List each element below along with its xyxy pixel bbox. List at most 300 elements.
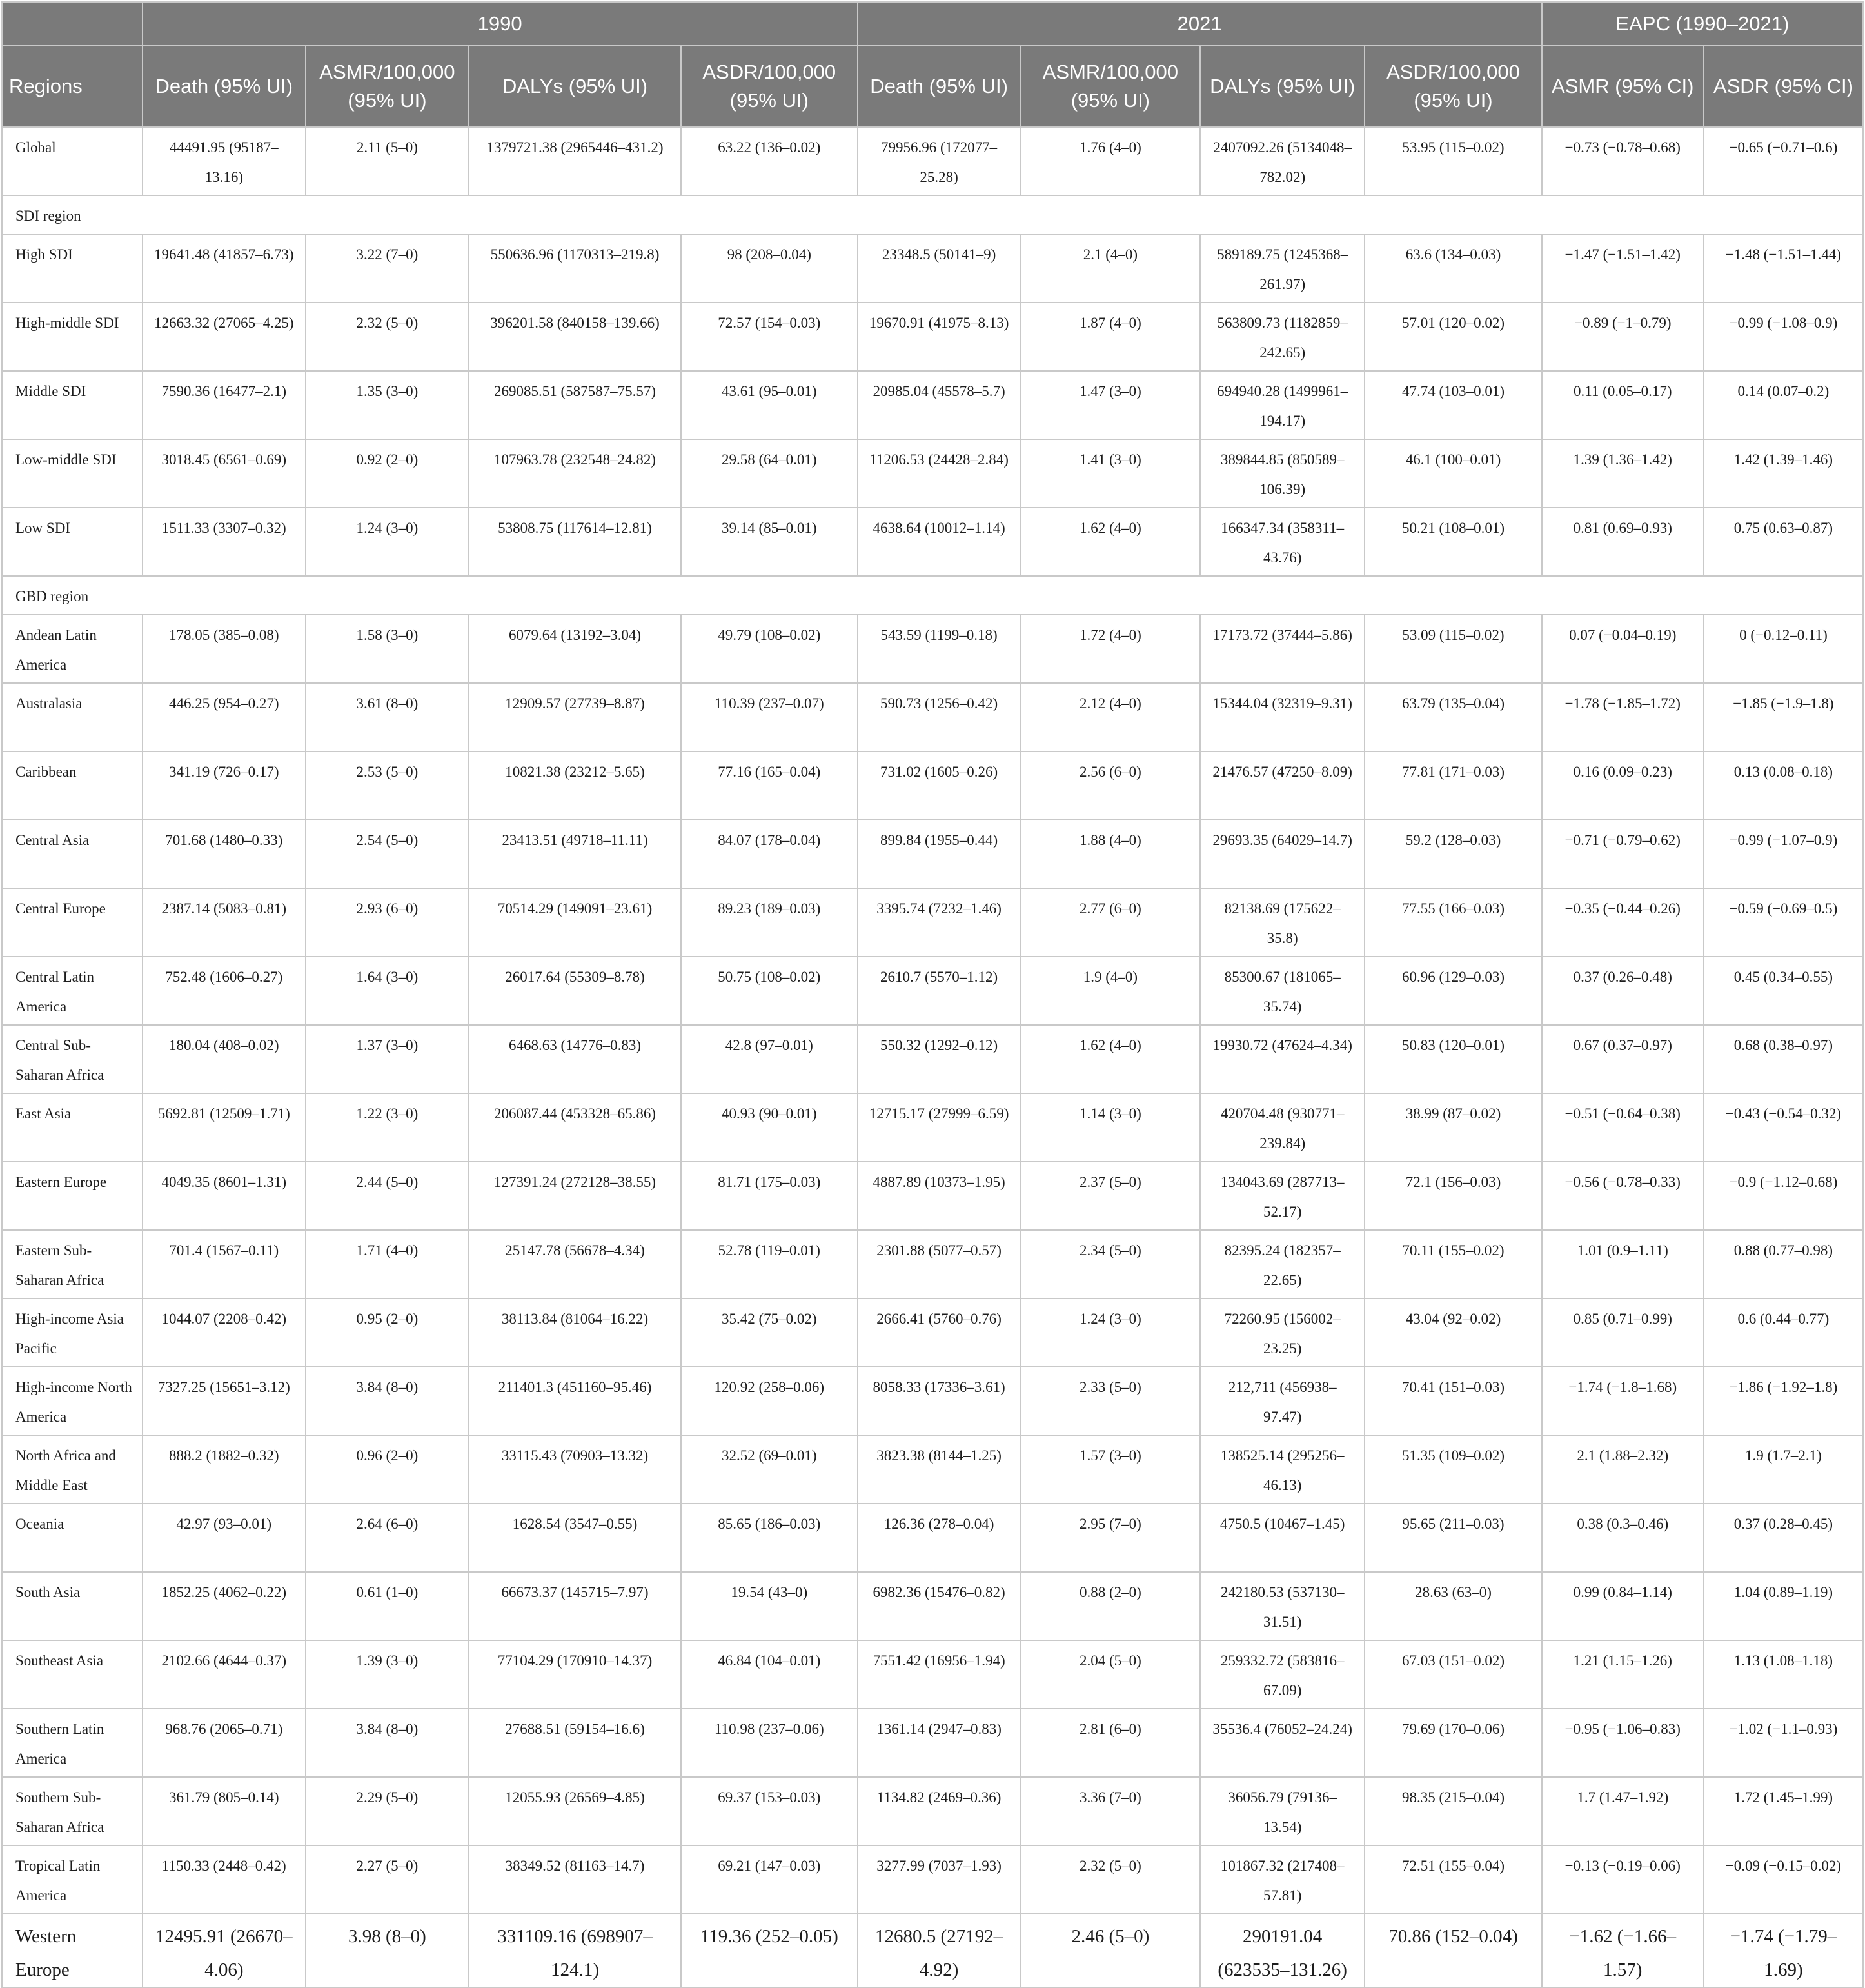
- table-cell: 2.37 (5–0): [1021, 1162, 1200, 1230]
- table-cell: 4750.5 (10467–1.45): [1200, 1504, 1365, 1572]
- table-cell: 72.51 (155–0.04): [1365, 1845, 1541, 1914]
- table-cell: 46.1 (100–0.01): [1365, 439, 1541, 508]
- table-cell: 1.72 (1.45–1.99): [1704, 1777, 1863, 1845]
- table-cell: 138525.14 (295256–46.13): [1200, 1435, 1365, 1504]
- table-cell: 63.22 (136–0.02): [681, 127, 857, 195]
- region-name-cell: Global: [2, 127, 143, 195]
- table-cell: 5692.81 (12509–1.71): [143, 1093, 306, 1162]
- column-header-asmr-1990: ASMR/100,000 (95% UI): [306, 46, 469, 127]
- table-cell: 259332.72 (583816–67.09): [1200, 1640, 1365, 1709]
- table-cell: 2.53 (5–0): [306, 751, 469, 820]
- table-cell: 44491.95 (95187–13.16): [143, 127, 306, 195]
- table-cell: 40.93 (90–0.01): [681, 1093, 857, 1162]
- table-cell: 2.77 (6–0): [1021, 888, 1200, 957]
- table-cell: 1.04 (0.89–1.19): [1704, 1572, 1863, 1640]
- table-cell: −0.65 (−0.71–0.6): [1704, 127, 1863, 195]
- table-row: [2, 751, 1863, 820]
- table-cell: 2666.41 (5760–0.76): [858, 1298, 1021, 1367]
- table-cell: 1.14 (3–0): [1021, 1093, 1200, 1162]
- table-cell: 69.37 (153–0.03): [681, 1777, 857, 1845]
- table-cell: 8058.33 (17336–3.61): [858, 1367, 1021, 1435]
- table-cell: 20985.04 (45578–5.7): [858, 371, 1021, 439]
- table-cell: 53808.75 (117614–12.81): [469, 508, 681, 576]
- table-cell: 389844.85 (850589–106.39): [1200, 439, 1365, 508]
- table-cell: 50.75 (108–0.02): [681, 957, 857, 1025]
- table-cell: 38.99 (87–0.02): [1365, 1093, 1541, 1162]
- table-cell: 29.58 (64–0.01): [681, 439, 857, 508]
- table-cell: 0.38 (0.3–0.46): [1542, 1504, 1704, 1572]
- table-cell: 57.01 (120–0.02): [1365, 303, 1541, 371]
- table-body: [2, 127, 1863, 1987]
- region-name-cell: High SDI: [2, 234, 143, 303]
- table-row: [2, 127, 1863, 195]
- table-cell: 126.36 (278–0.04): [858, 1504, 1021, 1572]
- column-header-asmr-2021: ASMR/100,000 (95% UI): [1021, 46, 1200, 127]
- table-cell: −1.74 (−1.8–1.68): [1542, 1367, 1704, 1435]
- table-cell: 0.75 (0.63–0.87): [1704, 508, 1863, 576]
- table-cell: 2.04 (5–0): [1021, 1640, 1200, 1709]
- table-cell: −0.35 (−0.44–0.26): [1542, 888, 1704, 957]
- table-cell: 10821.38 (23212–5.65): [469, 751, 681, 820]
- table-cell: −1.48 (−1.51–1.44): [1704, 234, 1863, 303]
- table-cell: 1.9 (1.7–2.1): [1704, 1435, 1863, 1504]
- region-name-cell: Oceania: [2, 1504, 143, 1572]
- table-row: [2, 439, 1863, 508]
- table-cell: 1.37 (3–0): [306, 1025, 469, 1093]
- table-cell: 69.21 (147–0.03): [681, 1845, 857, 1914]
- table-cell: 84.07 (178–0.04): [681, 820, 857, 888]
- table-cell: 178.05 (385–0.08): [143, 615, 306, 683]
- table-row: [2, 1435, 1863, 1504]
- table-cell: −1.74 (−1.79–1.69): [1704, 1914, 1863, 1987]
- table-cell: 3823.38 (8144–1.25): [858, 1435, 1021, 1504]
- table-cell: 3.84 (8–0): [306, 1709, 469, 1777]
- table-cell: 67.03 (151–0.02): [1365, 1640, 1541, 1709]
- table-cell: 85300.67 (181065–35.74): [1200, 957, 1365, 1025]
- table-cell: 2.27 (5–0): [306, 1845, 469, 1914]
- table-cell: −1.02 (−1.1–0.93): [1704, 1709, 1863, 1777]
- table-cell: 36056.79 (79136–13.54): [1200, 1777, 1365, 1845]
- table-cell: 1.35 (3–0): [306, 371, 469, 439]
- table-cell: 110.39 (237–0.07): [681, 683, 857, 751]
- table-cell: 1.39 (1.36–1.42): [1542, 439, 1704, 508]
- region-name-cell: Central Latin America: [2, 957, 143, 1025]
- region-name-cell: High-income Asia Pacific: [2, 1298, 143, 1367]
- table-cell: 6468.63 (14776–0.83): [469, 1025, 681, 1093]
- table-header: [2, 2, 1863, 127]
- table-cell: 2102.66 (4644–0.37): [143, 1640, 306, 1709]
- table-cell: 12715.17 (27999–6.59): [858, 1093, 1021, 1162]
- table-cell: 331109.16 (698907–124.1): [469, 1914, 681, 1987]
- table-cell: 2.81 (6–0): [1021, 1709, 1200, 1777]
- table-cell: 70.11 (155–0.02): [1365, 1230, 1541, 1298]
- table-cell: 2.11 (5–0): [306, 127, 469, 195]
- table-cell: 2.93 (6–0): [306, 888, 469, 957]
- table-cell: −0.99 (−1.08–0.9): [1704, 303, 1863, 371]
- table-cell: 242180.53 (537130–31.51): [1200, 1572, 1365, 1640]
- region-name-cell: Australasia: [2, 683, 143, 751]
- table-cell: 341.19 (726–0.17): [143, 751, 306, 820]
- table-cell: 50.83 (120–0.01): [1365, 1025, 1541, 1093]
- data-table-container: [1, 1, 1864, 1988]
- table-cell: 46.84 (104–0.01): [681, 1640, 857, 1709]
- table-row: [2, 820, 1863, 888]
- table-cell: 17173.72 (37444–5.86): [1200, 615, 1365, 683]
- table-row: [2, 1504, 1863, 1572]
- table-cell: 2.46 (5–0): [1021, 1914, 1200, 1987]
- table-cell: 0.61 (1–0): [306, 1572, 469, 1640]
- table-row: [2, 1298, 1863, 1367]
- table-cell: 563809.73 (1182859–242.65): [1200, 303, 1365, 371]
- table-cell: −0.9 (−1.12–0.68): [1704, 1162, 1863, 1230]
- region-name-cell: Southern Latin America: [2, 1709, 143, 1777]
- table-cell: 0.68 (0.38–0.97): [1704, 1025, 1863, 1093]
- table-cell: 888.2 (1882–0.32): [143, 1435, 306, 1504]
- table-cell: 0.14 (0.07–0.2): [1704, 371, 1863, 439]
- table-cell: 1379721.38 (2965446–431.2): [469, 127, 681, 195]
- table-cell: 32.52 (69–0.01): [681, 1435, 857, 1504]
- table-cell: 1.57 (3–0): [1021, 1435, 1200, 1504]
- table-cell: 2.64 (6–0): [306, 1504, 469, 1572]
- table-cell: 211401.3 (451160–95.46): [469, 1367, 681, 1435]
- region-name-cell: High-income North America: [2, 1367, 143, 1435]
- table-cell: 53.95 (115–0.02): [1365, 127, 1541, 195]
- table-cell: 2.33 (5–0): [1021, 1367, 1200, 1435]
- table-cell: 39.14 (85–0.01): [681, 508, 857, 576]
- table-cell: 50.21 (108–0.01): [1365, 508, 1541, 576]
- table-cell: 2.54 (5–0): [306, 820, 469, 888]
- table-cell: 1044.07 (2208–0.42): [143, 1298, 306, 1367]
- table-cell: 77.81 (171–0.03): [1365, 751, 1541, 820]
- table-cell: 1.7 (1.47–1.92): [1542, 1777, 1704, 1845]
- table-cell: 3.36 (7–0): [1021, 1777, 1200, 1845]
- table-cell: 70.41 (151–0.03): [1365, 1367, 1541, 1435]
- table-cell: 3277.99 (7037–1.93): [858, 1845, 1021, 1914]
- table-cell: 0.16 (0.09–0.23): [1542, 751, 1704, 820]
- table-cell: 2.56 (6–0): [1021, 751, 1200, 820]
- table-cell: 1511.33 (3307–0.32): [143, 508, 306, 576]
- table-cell: 19641.48 (41857–6.73): [143, 234, 306, 303]
- table-cell: 3.61 (8–0): [306, 683, 469, 751]
- table-row: [2, 1914, 1863, 1987]
- table-cell: −1.62 (−1.66–1.57): [1542, 1914, 1704, 1987]
- table-cell: 1.24 (3–0): [1021, 1298, 1200, 1367]
- table-cell: 1852.25 (4062–0.22): [143, 1572, 306, 1640]
- column-header-death-2021: Death (95% UI): [858, 46, 1021, 127]
- table-cell: 42.97 (93–0.01): [143, 1504, 306, 1572]
- table-cell: 1.24 (3–0): [306, 508, 469, 576]
- table-cell: 60.96 (129–0.03): [1365, 957, 1541, 1025]
- table-cell: 2.32 (5–0): [1021, 1845, 1200, 1914]
- table-cell: 290191.04 (623535–131.26): [1200, 1914, 1365, 1987]
- table-cell: 4049.35 (8601–1.31): [143, 1162, 306, 1230]
- table-row: [2, 1845, 1863, 1914]
- table-cell: 1.62 (4–0): [1021, 508, 1200, 576]
- table-cell: 72260.95 (156002–23.25): [1200, 1298, 1365, 1367]
- table-cell: 72.57 (154–0.03): [681, 303, 857, 371]
- column-header-dalys-1990: DALYs (95% UI): [469, 46, 681, 127]
- table-cell: −0.71 (−0.79–0.62): [1542, 820, 1704, 888]
- column-header-dalys-2021: DALYs (95% UI): [1200, 46, 1365, 127]
- table-cell: 63.79 (135–0.04): [1365, 683, 1541, 751]
- table-row: [2, 1709, 1863, 1777]
- table-cell: 12055.93 (26569–4.85): [469, 1777, 681, 1845]
- region-name-cell: Central Sub-Saharan Africa: [2, 1025, 143, 1093]
- table-cell: 1.22 (3–0): [306, 1093, 469, 1162]
- table-cell: −1.47 (−1.51–1.42): [1542, 234, 1704, 303]
- table-row: [2, 234, 1863, 303]
- table-cell: 206087.44 (453328–65.86): [469, 1093, 681, 1162]
- table-cell: 1361.14 (2947–0.83): [858, 1709, 1021, 1777]
- table-cell: 79.69 (170–0.06): [1365, 1709, 1541, 1777]
- table-cell: 47.74 (103–0.01): [1365, 371, 1541, 439]
- table-cell: 110.98 (237–0.06): [681, 1709, 857, 1777]
- table-row: [2, 1162, 1863, 1230]
- table-cell: 134043.69 (287713–52.17): [1200, 1162, 1365, 1230]
- table-cell: 2.95 (7–0): [1021, 1504, 1200, 1572]
- table-cell: 1.9 (4–0): [1021, 957, 1200, 1025]
- table-cell: 72.1 (156–0.03): [1365, 1162, 1541, 1230]
- table-cell: 550636.96 (1170313–219.8): [469, 234, 681, 303]
- column-header-eapc-asmr: ASMR (95% CI): [1542, 46, 1704, 127]
- table-row: [2, 888, 1863, 957]
- table-cell: 12680.5 (27192–4.92): [858, 1914, 1021, 1987]
- table-cell: 77.55 (166–0.03): [1365, 888, 1541, 957]
- region-name-cell: Central Asia: [2, 820, 143, 888]
- table-cell: 0.37 (0.26–0.48): [1542, 957, 1704, 1025]
- table-cell: 6982.36 (15476–0.82): [858, 1572, 1021, 1640]
- table-cell: 107963.78 (232548–24.82): [469, 439, 681, 508]
- group-header-2021: 2021: [858, 2, 1542, 46]
- table-cell: 38349.52 (81163–14.7): [469, 1845, 681, 1914]
- table-cell: 43.61 (95–0.01): [681, 371, 857, 439]
- table-cell: 0 (−0.12–0.11): [1704, 615, 1863, 683]
- table-cell: 66673.37 (145715–7.97): [469, 1572, 681, 1640]
- table-row: [2, 508, 1863, 576]
- table-cell: 543.59 (1199–0.18): [858, 615, 1021, 683]
- table-cell: 127391.24 (272128–38.55): [469, 1162, 681, 1230]
- regional-burden-table: [1, 1, 1864, 1988]
- table-cell: 70.86 (152–0.04): [1365, 1914, 1541, 1987]
- group-header-regions: [2, 2, 143, 46]
- table-cell: 3.22 (7–0): [306, 234, 469, 303]
- table-cell: 25147.78 (56678–4.34): [469, 1230, 681, 1298]
- table-cell: 0.88 (2–0): [1021, 1572, 1200, 1640]
- table-cell: 49.79 (108–0.02): [681, 615, 857, 683]
- table-cell: 2301.88 (5077–0.57): [858, 1230, 1021, 1298]
- table-cell: 77104.29 (170910–14.37): [469, 1640, 681, 1709]
- table-cell: −0.13 (−0.19–0.06): [1542, 1845, 1704, 1914]
- table-cell: 3395.74 (7232–1.46): [858, 888, 1021, 957]
- table-row: [2, 371, 1863, 439]
- table-cell: 1.01 (0.9–1.11): [1542, 1230, 1704, 1298]
- table-cell: 2.44 (5–0): [306, 1162, 469, 1230]
- table-cell: 1.21 (1.15–1.26): [1542, 1640, 1704, 1709]
- table-cell: 120.92 (258–0.06): [681, 1367, 857, 1435]
- table-cell: 19670.91 (41975–8.13): [858, 303, 1021, 371]
- table-cell: −0.99 (−1.07–0.9): [1704, 820, 1863, 888]
- table-cell: 1.42 (1.39–1.46): [1704, 439, 1863, 508]
- table-cell: 0.95 (2–0): [306, 1298, 469, 1367]
- table-cell: 420704.48 (930771–239.84): [1200, 1093, 1365, 1162]
- column-header-death-1990: Death (95% UI): [143, 46, 306, 127]
- table-cell: 21476.57 (47250–8.09): [1200, 751, 1365, 820]
- table-cell: 589189.75 (1245368–261.97): [1200, 234, 1365, 303]
- table-cell: 1150.33 (2448–0.42): [143, 1845, 306, 1914]
- table-cell: 52.78 (119–0.01): [681, 1230, 857, 1298]
- table-cell: 38113.84 (81064–16.22): [469, 1298, 681, 1367]
- table-cell: 0.88 (0.77–0.98): [1704, 1230, 1863, 1298]
- table-cell: −0.43 (−0.54–0.32): [1704, 1093, 1863, 1162]
- table-cell: −1.85 (−1.9–1.8): [1704, 683, 1863, 751]
- table-cell: 212,711 (456938–97.47): [1200, 1367, 1365, 1435]
- table-cell: 12909.57 (27739–8.87): [469, 683, 681, 751]
- table-cell: 166347.34 (358311–43.76): [1200, 508, 1365, 576]
- table-cell: 3018.45 (6561–0.69): [143, 439, 306, 508]
- table-cell: −0.56 (−0.78–0.33): [1542, 1162, 1704, 1230]
- region-name-cell: South Asia: [2, 1572, 143, 1640]
- table-cell: −1.78 (−1.85–1.72): [1542, 683, 1704, 751]
- table-cell: 0.07 (−0.04–0.19): [1542, 615, 1704, 683]
- table-row: [2, 615, 1863, 683]
- table-cell: 1.76 (4–0): [1021, 127, 1200, 195]
- region-name-cell: Low SDI: [2, 508, 143, 576]
- table-cell: 396201.58 (840158–139.66): [469, 303, 681, 371]
- table-cell: 752.48 (1606–0.27): [143, 957, 306, 1025]
- table-cell: 1.13 (1.08–1.18): [1704, 1640, 1863, 1709]
- table-cell: 11206.53 (24428–2.84): [858, 439, 1021, 508]
- table-cell: 7590.36 (16477–2.1): [143, 371, 306, 439]
- table-cell: 1134.82 (2469–0.36): [858, 1777, 1021, 1845]
- table-cell: 23413.51 (49718–11.11): [469, 820, 681, 888]
- table-cell: 7327.25 (15651–3.12): [143, 1367, 306, 1435]
- table-cell: 2.1 (4–0): [1021, 234, 1200, 303]
- table-cell: 53.09 (115–0.02): [1365, 615, 1541, 683]
- column-header-eapc-asdr: ASDR (95% CI): [1704, 46, 1863, 127]
- table-cell: 1.58 (3–0): [306, 615, 469, 683]
- table-cell: 361.79 (805–0.14): [143, 1777, 306, 1845]
- table-cell: 35536.4 (76052–24.24): [1200, 1709, 1365, 1777]
- table-cell: 3.98 (8–0): [306, 1914, 469, 1987]
- table-cell: 26017.64 (55309–8.78): [469, 957, 681, 1025]
- table-cell: −0.59 (−0.69–0.5): [1704, 888, 1863, 957]
- group-header-row: [2, 2, 1863, 46]
- table-cell: −0.89 (−1–0.79): [1542, 303, 1704, 371]
- region-name-cell: Southeast Asia: [2, 1640, 143, 1709]
- table-cell: 701.68 (1480–0.33): [143, 820, 306, 888]
- table-cell: 35.42 (75–0.02): [681, 1298, 857, 1367]
- table-cell: 2.34 (5–0): [1021, 1230, 1200, 1298]
- region-name-cell: Middle SDI: [2, 371, 143, 439]
- region-name-cell: Western Europe: [2, 1914, 143, 1987]
- region-name-cell: Southern Sub-Saharan Africa: [2, 1777, 143, 1845]
- table-cell: 19.54 (43–0): [681, 1572, 857, 1640]
- table-row: [2, 683, 1863, 751]
- table-cell: 2610.7 (5570–1.12): [858, 957, 1021, 1025]
- table-cell: 82138.69 (175622–35.8): [1200, 888, 1365, 957]
- table-cell: 0.6 (0.44–0.77): [1704, 1298, 1863, 1367]
- table-cell: 899.84 (1955–0.44): [858, 820, 1021, 888]
- table-cell: 446.25 (954–0.27): [143, 683, 306, 751]
- table-row: [2, 1777, 1863, 1845]
- table-cell: 29693.35 (64029–14.7): [1200, 820, 1365, 888]
- table-cell: 3.84 (8–0): [306, 1367, 469, 1435]
- table-cell: 4887.89 (10373–1.95): [858, 1162, 1021, 1230]
- table-cell: 95.65 (211–0.03): [1365, 1504, 1541, 1572]
- column-header-row: [2, 46, 1863, 127]
- table-cell: 1.47 (3–0): [1021, 371, 1200, 439]
- table-cell: 101867.32 (217408–57.81): [1200, 1845, 1365, 1914]
- region-name-cell: High-middle SDI: [2, 303, 143, 371]
- table-cell: 590.73 (1256–0.42): [858, 683, 1021, 751]
- region-name-cell: East Asia: [2, 1093, 143, 1162]
- region-name-cell: North Africa and Middle East: [2, 1435, 143, 1504]
- table-cell: 0.96 (2–0): [306, 1435, 469, 1504]
- table-cell: 2.1 (1.88–2.32): [1542, 1435, 1704, 1504]
- table-cell: −0.09 (−0.15–0.02): [1704, 1845, 1863, 1914]
- table-cell: 19930.72 (47624–4.34): [1200, 1025, 1365, 1093]
- table-cell: 0.45 (0.34–0.55): [1704, 957, 1863, 1025]
- table-cell: 701.4 (1567–0.11): [143, 1230, 306, 1298]
- section-label: GBD region: [2, 576, 1863, 615]
- table-row: [2, 1230, 1863, 1298]
- table-cell: −1.86 (−1.92–1.8): [1704, 1367, 1863, 1435]
- table-cell: 0.99 (0.84–1.14): [1542, 1572, 1704, 1640]
- table-cell: 81.71 (175–0.03): [681, 1162, 857, 1230]
- column-header-regions: Regions: [2, 46, 143, 127]
- table-cell: 70514.29 (149091–23.61): [469, 888, 681, 957]
- region-name-cell: Low-middle SDI: [2, 439, 143, 508]
- table-cell: 42.8 (97–0.01): [681, 1025, 857, 1093]
- table-cell: 550.32 (1292–0.12): [858, 1025, 1021, 1093]
- table-cell: 6079.64 (13192–3.04): [469, 615, 681, 683]
- table-cell: 968.76 (2065–0.71): [143, 1709, 306, 1777]
- section-label: SDI region: [2, 195, 1863, 234]
- region-name-cell: Eastern Sub-Saharan Africa: [2, 1230, 143, 1298]
- table-cell: 51.35 (109–0.02): [1365, 1435, 1541, 1504]
- table-cell: 1.64 (3–0): [306, 957, 469, 1025]
- table-cell: 1.71 (4–0): [306, 1230, 469, 1298]
- table-cell: 2.12 (4–0): [1021, 683, 1200, 751]
- table-cell: 63.6 (134–0.03): [1365, 234, 1541, 303]
- table-cell: −0.95 (−1.06–0.83): [1542, 1709, 1704, 1777]
- table-cell: −0.73 (−0.78–0.68): [1542, 127, 1704, 195]
- table-cell: 12663.32 (27065–4.25): [143, 303, 306, 371]
- region-name-cell: Caribbean: [2, 751, 143, 820]
- table-cell: 77.16 (165–0.04): [681, 751, 857, 820]
- table-cell: 1.39 (3–0): [306, 1640, 469, 1709]
- table-cell: 2.32 (5–0): [306, 303, 469, 371]
- table-cell: 1.87 (4–0): [1021, 303, 1200, 371]
- table-cell: 98.35 (215–0.04): [1365, 1777, 1541, 1845]
- table-cell: 1.62 (4–0): [1021, 1025, 1200, 1093]
- table-cell: 0.13 (0.08–0.18): [1704, 751, 1863, 820]
- table-cell: 1.72 (4–0): [1021, 615, 1200, 683]
- table-cell: 731.02 (1605–0.26): [858, 751, 1021, 820]
- table-row: [2, 303, 1863, 371]
- table-cell: 12495.91 (26670–4.06): [143, 1914, 306, 1987]
- table-cell: 7551.42 (16956–1.94): [858, 1640, 1021, 1709]
- region-name-cell: Tropical Latin America: [2, 1845, 143, 1914]
- table-cell: 0.37 (0.28–0.45): [1704, 1504, 1863, 1572]
- table-cell: 0.11 (0.05–0.17): [1542, 371, 1704, 439]
- table-cell: 119.36 (252–0.05): [681, 1914, 857, 1987]
- table-cell: 85.65 (186–0.03): [681, 1504, 857, 1572]
- table-cell: 43.04 (92–0.02): [1365, 1298, 1541, 1367]
- table-cell: 2387.14 (5083–0.81): [143, 888, 306, 957]
- region-name-cell: Andean Latin America: [2, 615, 143, 683]
- table-cell: 2407092.26 (5134048–782.02): [1200, 127, 1365, 195]
